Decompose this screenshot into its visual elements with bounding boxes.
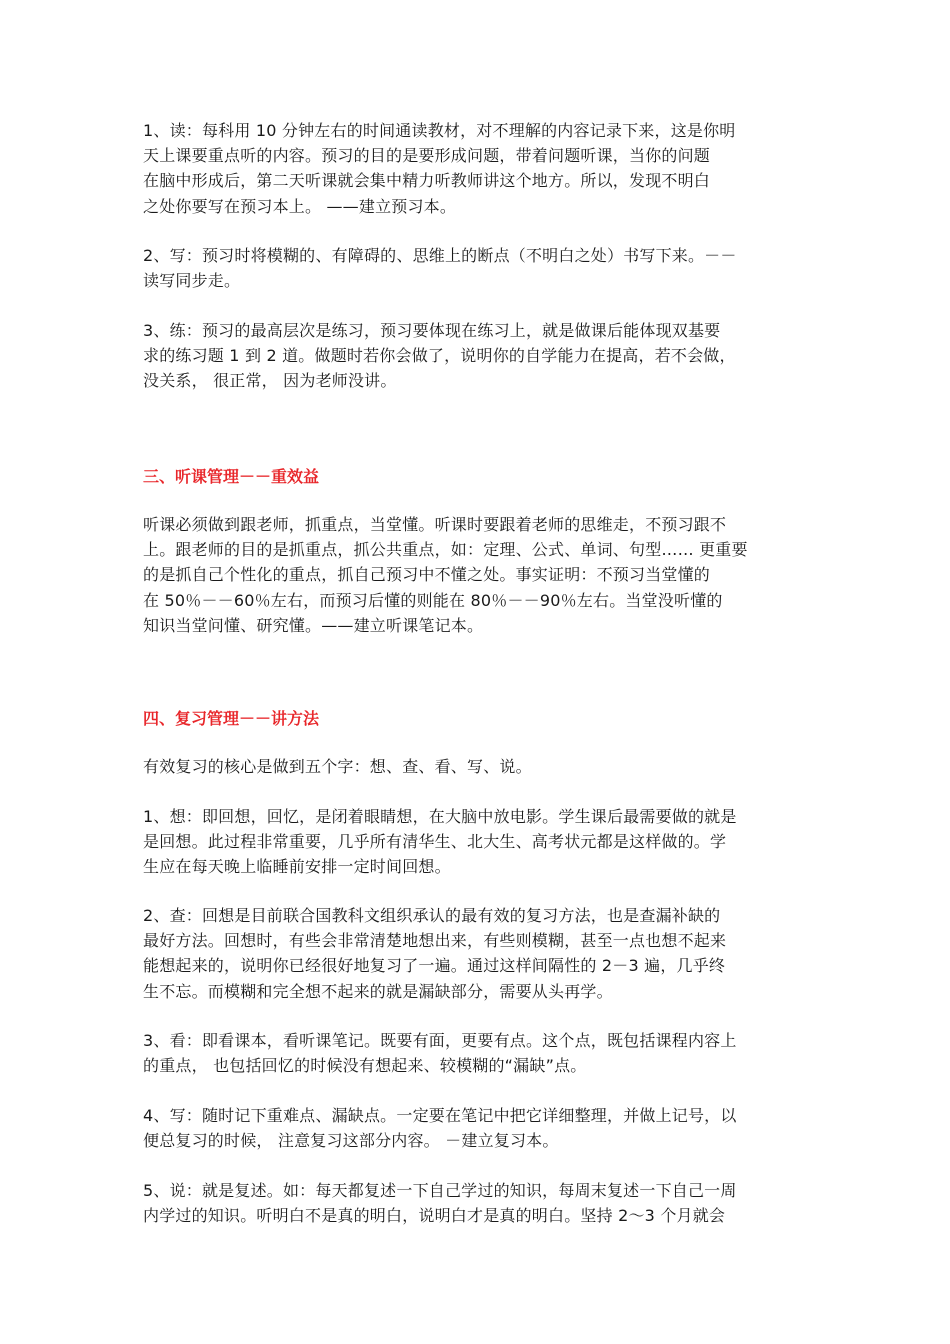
section-heading-listening: 三、听课管理－－重效益 <box>143 467 320 486</box>
paragraph-preview-practice: 3、练：预习的最高层次是练习，预习要体现在练习上，就是做课后能体现双基要 求的练习题 1 到 2 道。做题时若你会做了，说明你的自学能力在提高，若不会做， 没关系， 很正常， 因为老师没讲。 <box>143 321 736 391</box>
paragraph-review-intro: 有效复习的核心是做到五个字：想、查、看、写、说。 <box>143 757 532 776</box>
paragraph-review-think: 1、想：即回想，回忆，是闭着眼睛想，在大脑中放电影。学生课后最需要做的就是 是回想。此过程非常重要，几乎所有清华生、北大生、高考状元都是这样做的。学 生应在每天晚上临睡前安排一定时间回想。 <box>143 807 737 877</box>
paragraph-review-write: 4、写：随时记下重难点、漏缺点。一定要在笔记中把它详细整理，并做上记号，以 便总复习的时候， 注意复习这部分内容。 －建立复习本。 <box>143 1106 737 1151</box>
paragraph-preview-write: 2、写：预习时将模糊的、有障碍的、思维上的断点（不明白之处）书写下来。－－ 读写同步走。 <box>143 246 737 291</box>
paragraph-review-look: 3、看：即看课本，看听课笔记。既要有面，更要有点。这个点，既包括课程内容上 的重点， 也包括回忆的时候没有想起来、较模糊的“漏缺”点。 <box>143 1031 737 1076</box>
paragraph-preview-read: 1、读：每科用 10 分钟左右的时间通读教材，对不理解的内容记录下来，这是你明 天上课要重点听的内容。预习的目的是要形成问题，带着问题听课，当你的问题 在脑中形成后，第二天听课就会集中精力听教师讲这个地方。所以，发现不明白 之处你要写在预习本上。 ——建立预习本。 <box>143 121 736 216</box>
paragraph-review-speak: 5、说：就是复述。如：每天都复述一下自己学过的知识，每周末复述一下自己一周 内学过的知识。听明白不是真的明白，说明白才是真的明白。坚持 2～3 个月就会 <box>143 1181 737 1226</box>
paragraph-listening: 听课必须做到跟老师，抓重点，当堂懂。听课时要跟着老师的思维走，不预习跟不 上。跟老师的目的是抓重点，抓公共重点，如：定理、公式、单词、句型…… 更重要 的是抓自己个性化的重点，抓自己预习中不懂之处。事实证明：不预习当堂懂的 在 50％－－60％左右，而预习后懂的则能在 80％－－90％左右。当堂没听懂的 知识当堂问懂、研究懂。——建立听课笔记本。 <box>143 515 748 635</box>
paragraph-review-check: 2、查：回想是目前联合国教科文组织承认的最有效的复习方法，也是查漏补缺的 最好方法。回想时，有些会非常清楚地想出来，有些则模糊，甚至一点也想不起来 能想起来的，说明你已经很好地复习了一遍。通过这样间隔性的 2－3 遍，几乎终 生不忘。而模糊和完全想不起来的就是漏缺部分，需要从头再学。 <box>143 906 727 1001</box>
section-heading-review: 四、复习管理－－讲方法 <box>143 709 320 728</box>
